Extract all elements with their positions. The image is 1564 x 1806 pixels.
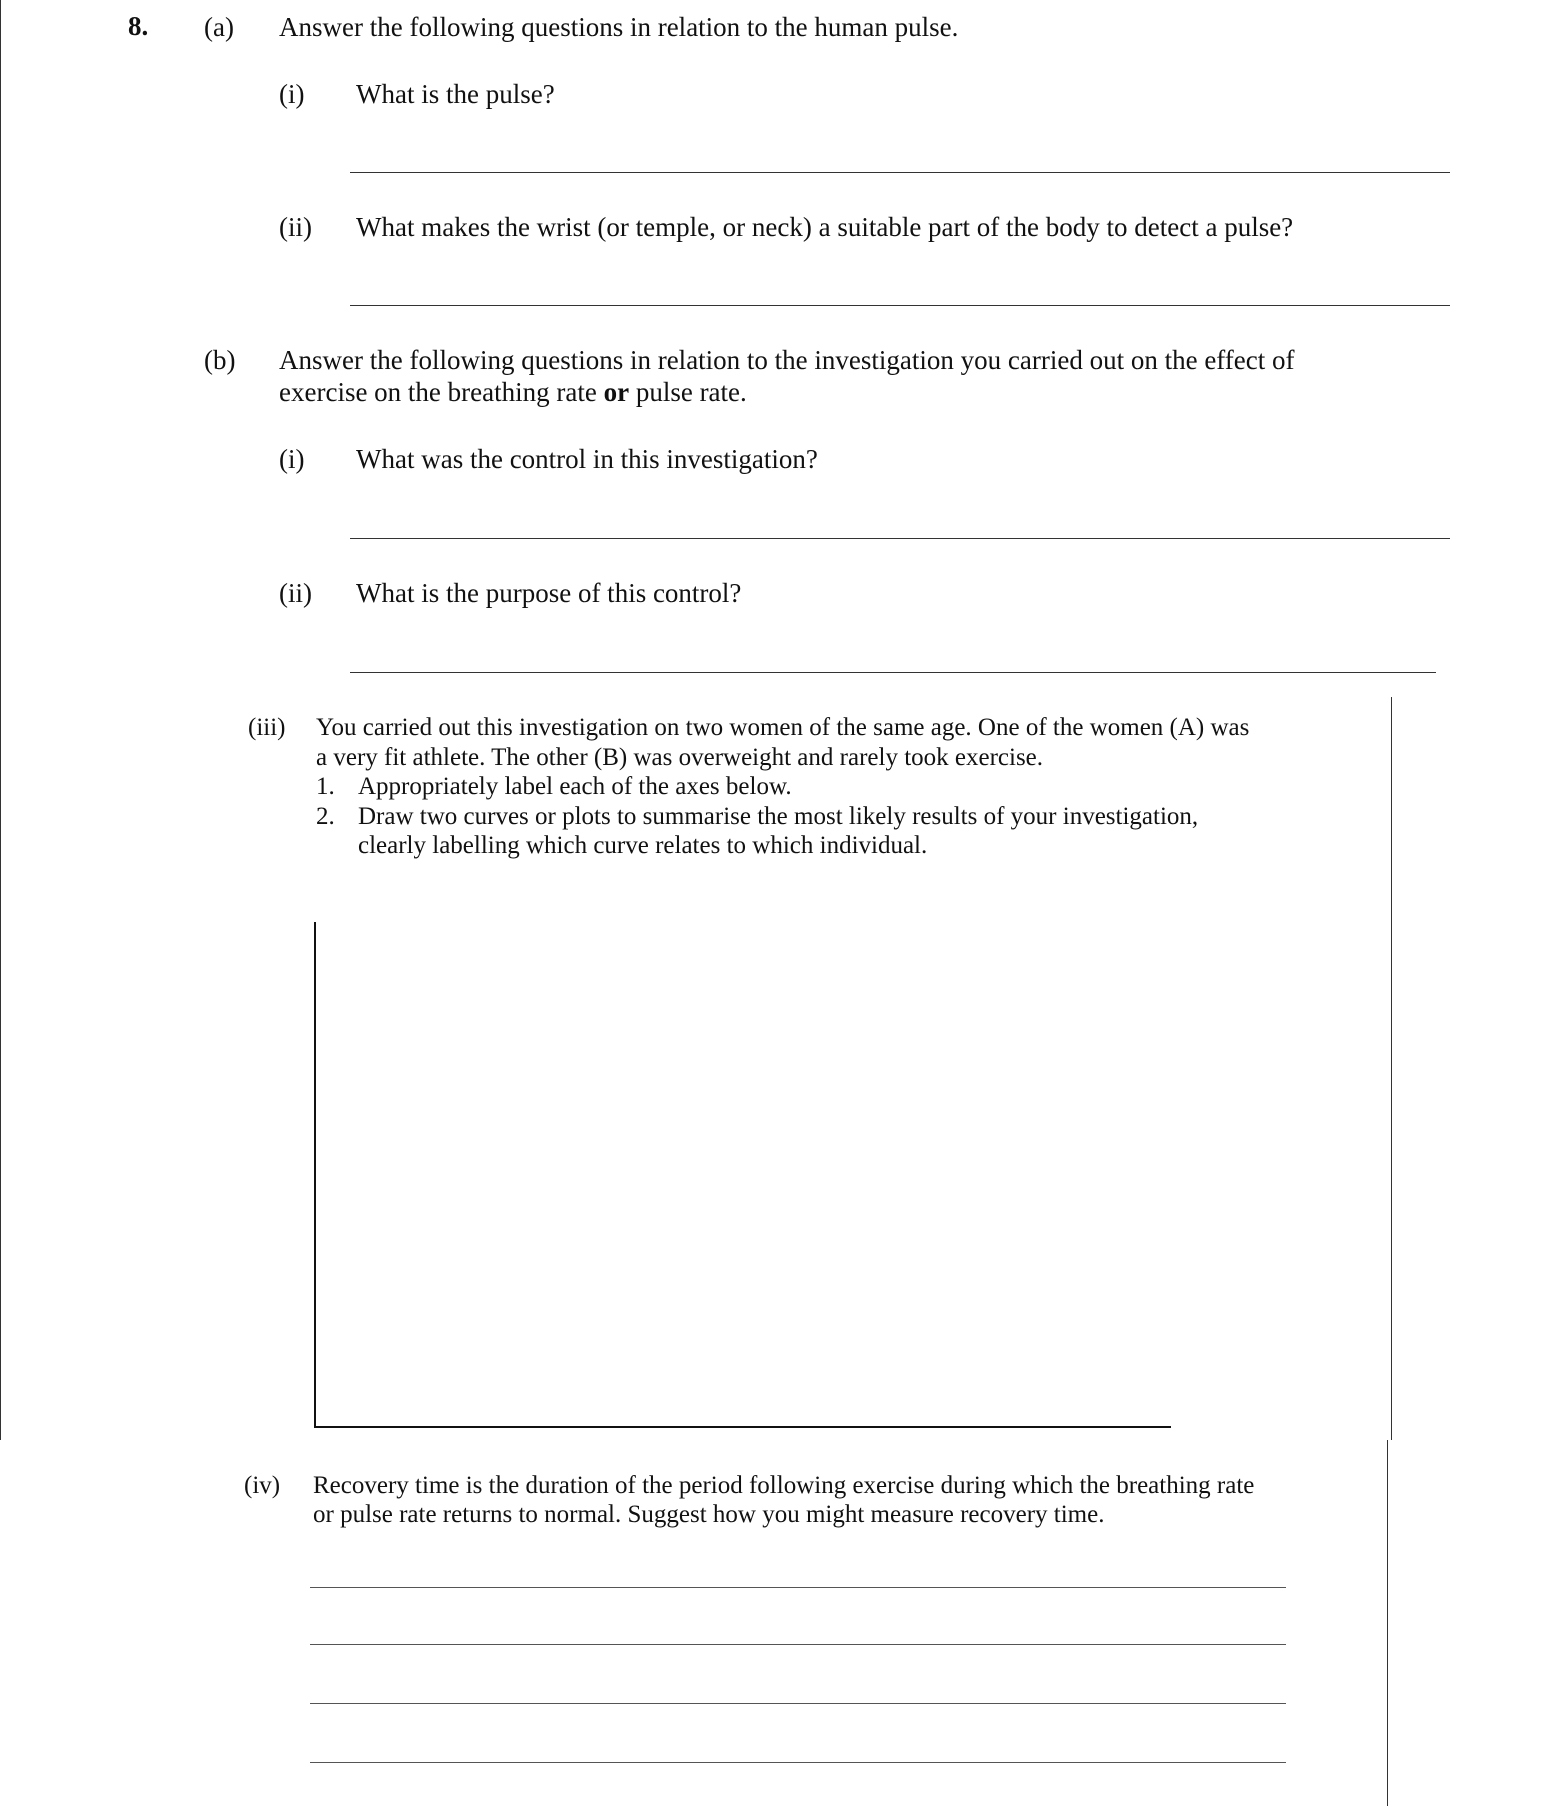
question-number: 8. [128, 11, 149, 41]
part-b-iii-line2: a very fit athlete. The other (B) was overweight and rarely took exercise. [316, 744, 1044, 771]
part-b-iii-line1: You carried out this investigation on two women of the same age. One of the women (A) was [316, 714, 1250, 741]
answer-line-a-i[interactable] [350, 172, 1450, 173]
part-b-iii-item2-line2: clearly labelling which curve relates to which individual. [358, 832, 928, 859]
part-b-stem-line1: Answer the following questions in relation to the investigation you carried out on the effect of [279, 345, 1295, 375]
part-b-iii-item1-number: 1. [316, 773, 335, 800]
part-b-iv-line2: or pulse rate returns to normal. Suggest how you might measure recovery time. [313, 1501, 1105, 1528]
part-b-ii-label: (ii) [279, 578, 312, 608]
answer-line-b-iv-2[interactable] [310, 1644, 1286, 1645]
graph-x-axis[interactable] [314, 1426, 1171, 1428]
left-margin-rule [0, 0, 1, 1440]
graph-y-axis[interactable] [314, 922, 316, 1428]
part-b-stem-line2-post: pulse rate. [629, 377, 747, 407]
answer-line-b-ii[interactable] [350, 672, 1436, 673]
part-b-i-label: (i) [279, 444, 305, 474]
part-b-iii-item1-text: Appropriately label each of the axes below. [358, 773, 792, 800]
part-b-iv-line1: Recovery time is the duration of the period following exercise during which the breathing rate [313, 1472, 1255, 1499]
part-a-ii-label: (ii) [279, 212, 312, 242]
answer-line-b-iv-3[interactable] [310, 1703, 1286, 1704]
answer-line-a-ii[interactable] [350, 305, 1450, 306]
part-b-ii-question: What is the purpose of this control? [356, 578, 742, 608]
part-b-stem-line2-pre: exercise on the breathing rate [279, 377, 604, 407]
part-b-iv-label: (iv) [244, 1472, 281, 1499]
answer-line-b-iv-4[interactable] [310, 1762, 1286, 1763]
right-margin-rule-lower [1387, 1440, 1388, 1806]
part-b-iii-label: (iii) [248, 714, 286, 741]
part-b-iii-item2-line1: Draw two curves or plots to summarise the most likely results of your investigation, [358, 803, 1199, 830]
part-b-stem-line2 [279, 376, 747, 408]
answer-line-b-iv-1[interactable] [310, 1587, 1286, 1588]
answer-line-b-i[interactable] [350, 538, 1450, 539]
part-a-i-question: What is the pulse? [356, 79, 555, 109]
part-b-label: (b) [204, 345, 236, 375]
part-b-iii-item2-number: 2. [316, 803, 335, 830]
part-a-ii-question: What makes the wrist (or temple, or neck) a suitable part of the body to detect a pulse? [356, 212, 1294, 242]
part-a-i-label: (i) [279, 79, 305, 109]
part-b-i-question: What was the control in this investigation? [356, 444, 818, 474]
part-a-stem: Answer the following questions in relation to the human pulse. [279, 12, 959, 42]
part-b-stem-line2-bold: or [603, 377, 630, 407]
right-margin-rule-upper [1391, 697, 1392, 1440]
part-a-label: (a) [204, 12, 234, 42]
